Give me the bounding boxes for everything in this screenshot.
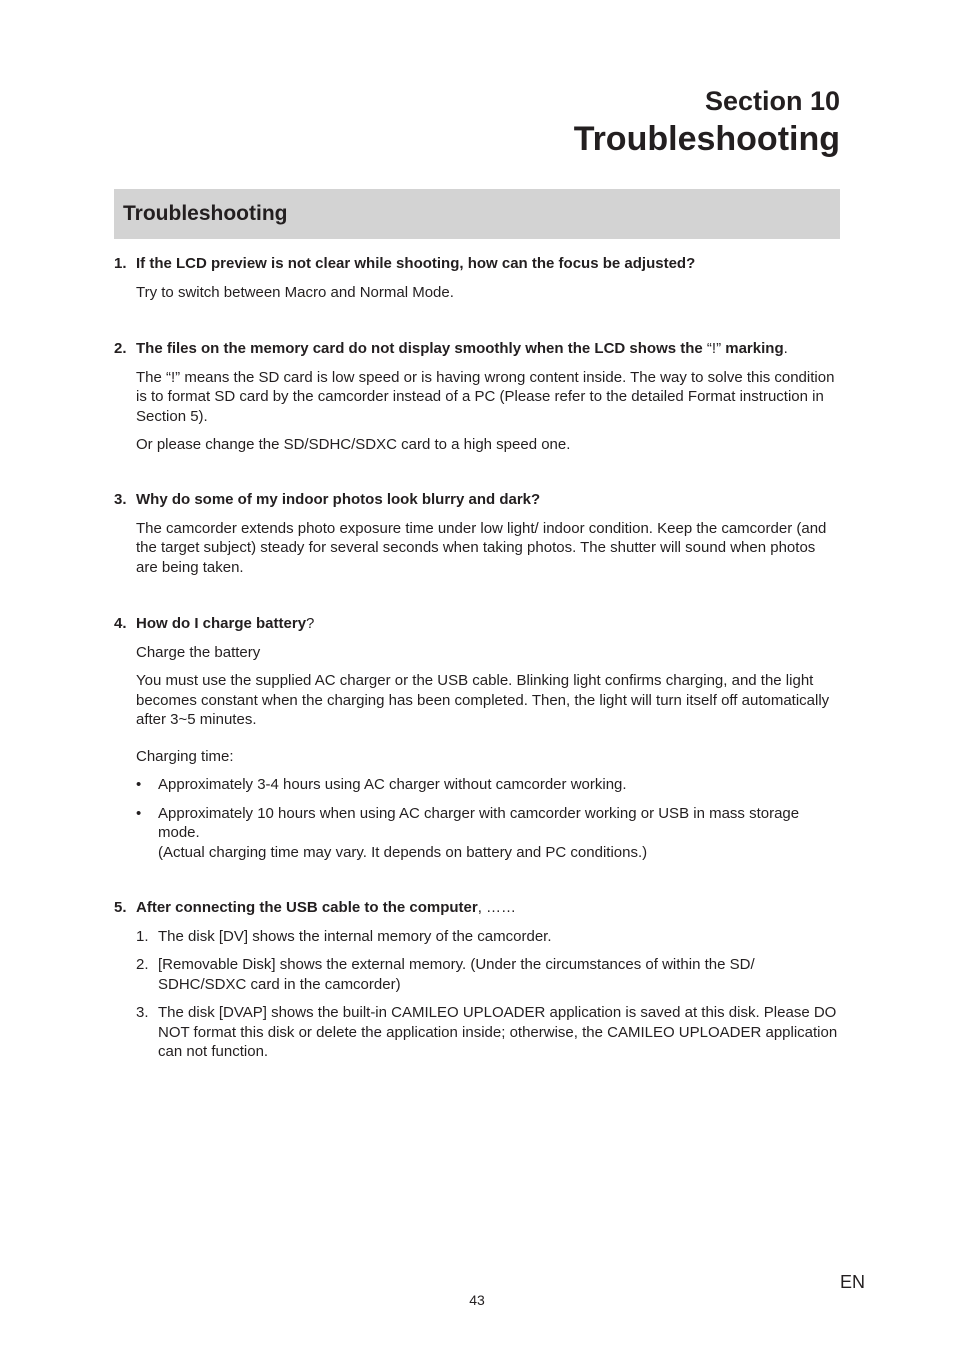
question-number: 5. [114, 899, 127, 916]
subitem-text: [Removable Disk] shows the external memory. (Under the circumstances of within the SD/ SDHC/SDXC card in the camcorder) [158, 956, 755, 993]
faq-item-5 [114, 898, 840, 1071]
faq-item-4 [114, 614, 840, 871]
language-tag: EN [840, 1272, 866, 1292]
question-text: If the LCD preview is not clear while shooting, how can the focus be adjusted? [136, 255, 696, 272]
question-tail: ? [306, 615, 315, 632]
answer-paragraph: Or please change the SD/SDHC/SDXC card to a high speed one. [136, 436, 571, 453]
bullet-item [114, 775, 840, 795]
question-number: 2. [114, 340, 127, 357]
question-number: 4. [114, 615, 127, 632]
bullet-text: Approximately 10 hours when using AC charger with camcorder working or USB in mass storage mode. [158, 804, 800, 841]
question-tail: , …… [477, 899, 517, 916]
section-heading-band: Troubleshooting [114, 189, 840, 239]
subitem-number: 3. [136, 1004, 149, 1021]
bullet-dot: • [136, 776, 142, 793]
subitem-number: 1. [136, 927, 149, 945]
bullet-note: (Actual charging time may vary. It depends on battery and PC conditions.) [158, 843, 648, 861]
question-mark-symbol: “!” [702, 340, 726, 357]
faq-question [114, 614, 840, 634]
answer-paragraph: You must use the supplied AC charger or the USB cable. Blinking light confirms charging, and the light becomes constant when the charging has been completed. Then, the light will turn itself off automatically after 3~5 minutes. [136, 672, 830, 728]
bullet-dot: • [136, 804, 142, 822]
subitem-text: The disk [DV] shows the internal memory of the camcorder. [158, 927, 552, 945]
faq-question [114, 490, 840, 510]
faq-item-2 [114, 339, 840, 464]
question-text: How do I charge battery [136, 615, 307, 632]
faq-question [114, 254, 840, 274]
question-text-end: marking [725, 340, 784, 357]
question-text: The files on the memory card do not display smoothly when the LCD shows the [136, 340, 703, 357]
answer-paragraph: The camcorder extends photo exposure time under low light/ indoor condition. Keep the camcorder (and the target subject) steady for several seconds when taking photos. The shutter will sound when photos are being taken. [136, 519, 827, 576]
question-text: After connecting the USB cable to the computer [136, 899, 478, 916]
question-tail: . [783, 340, 788, 357]
numbered-subitem [114, 927, 840, 947]
page-header [574, 84, 840, 160]
bullet-text: Approximately 3-4 hours using AC charger without camcorder working. [158, 776, 627, 793]
answer-paragraph: The “!” means the SD card is low speed or is having wrong content inside. The way to solve this condition is to format SD card by the camcorder instead of a PC (Please refer to the detailed Format instruction in Section 5). [136, 368, 835, 425]
subitem-text: The disk [DVAP] shows the built-in CAMILEO UPLOADER application is saved at this disk. Please DO NOT format this disk or delete the application inside; otherwise, the CAMILEO UPLOADER application can not function. [158, 1004, 838, 1060]
bullet-item [114, 804, 840, 863]
numbered-subitem [114, 955, 840, 994]
answer-paragraph: Charge the battery [136, 643, 261, 661]
question-text: Why do some of my indoor photos look blurry and dark? [136, 491, 541, 508]
faq-question [114, 898, 840, 918]
page-title: Troubleshooting [573, 120, 840, 158]
question-number: 3. [114, 491, 127, 508]
faq-item-1 [114, 254, 840, 311]
section-number: Section 10 [704, 86, 840, 116]
subitem-number: 2. [136, 956, 149, 973]
question-number: 1. [114, 255, 127, 272]
numbered-subitem [114, 1003, 840, 1062]
page-number: 43 [469, 1292, 485, 1308]
faq-item-3 [114, 490, 840, 586]
answer-paragraph: Charging time: [136, 747, 234, 765]
faq-question [114, 339, 840, 359]
answer-paragraph: Try to switch between Macro and Normal Mode. [136, 283, 454, 301]
